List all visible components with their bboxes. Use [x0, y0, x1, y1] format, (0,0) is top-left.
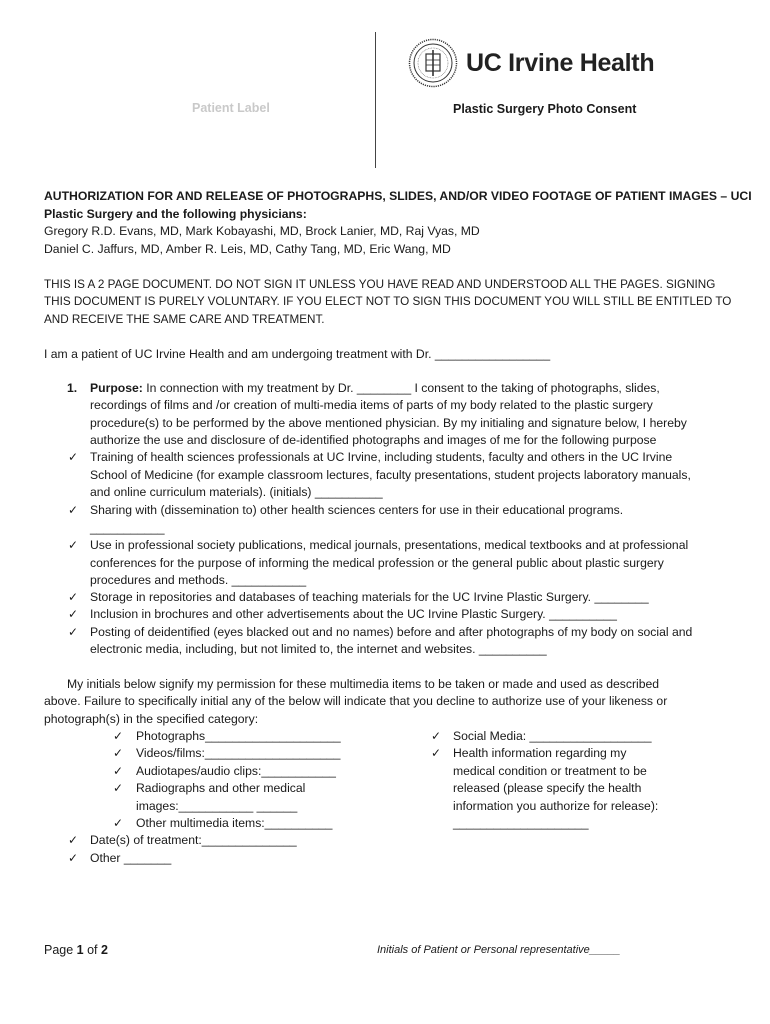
- initials-representative-label: Initials of Patient or Personal representative_____: [377, 944, 621, 956]
- check-icon: ✓: [113, 764, 124, 778]
- check-icon: ✓: [113, 816, 124, 830]
- physicians-line2: Daniel C. Jaffurs, MD, Amber R. Leis, MD, Cathy Tang, MD, Eric Wang, MD: [44, 242, 451, 256]
- page-number: [44, 943, 108, 957]
- header-divider: [375, 32, 376, 168]
- use-storage-line: Storage in repositories and databases of teaching materials for the UC Irvine Plastic Surgery. ________: [90, 590, 649, 604]
- media-videos: Videos/films:____________________: [136, 746, 341, 760]
- use-brochures-line: Inclusion in brochures and other advertisements about the UC Irvine Plastic Surgery. __________: [90, 607, 617, 621]
- check-icon: ✓: [431, 729, 442, 743]
- media-health-line: ____________________: [453, 816, 589, 830]
- form-title: Plastic Surgery Photo Consent: [453, 102, 637, 116]
- media-radiographs-images: images:___________ ______: [136, 799, 298, 813]
- notice-line: THIS IS A 2 PAGE DOCUMENT. DO NOT SIGN IT UNLESS YOU HAVE READ AND UNDERSTOOD ALL THE PAGES. SIGNING: [44, 278, 716, 291]
- use-training-line: and online curriculum materials). (initials) __________: [90, 485, 383, 499]
- media-photographs: Photographs____________________: [136, 729, 341, 743]
- media-radiographs: Radiographs and other medical: [136, 781, 306, 795]
- use-training-line: School of Medicine (for example classroom lectures, faculty presentations, student projects laboratory manuals,: [90, 468, 691, 482]
- purpose-line1-text: In connection with my treatment by Dr. ________ I consent to the taking of photographs, slides,: [142, 381, 660, 395]
- media-health-line: medical condition or treatment to be: [453, 764, 647, 778]
- check-icon: ✓: [68, 538, 79, 552]
- check-icon: ✓: [68, 833, 79, 847]
- purpose-line: recordings of films and /or creation of multi-media items of parts of my body related to the plastic surgery: [90, 398, 653, 412]
- check-icon: ✓: [113, 729, 124, 743]
- purpose-number: 1.: [67, 381, 78, 395]
- media-other-multimedia: Other multimedia items:__________: [136, 816, 333, 830]
- media-health-line: released (please specify the health: [453, 781, 642, 795]
- physicians-line1: Gregory R.D. Evans, MD, Mark Kobayashi, MD, Brock Lanier, MD, Raj Vyas, MD: [44, 224, 480, 238]
- check-icon: ✓: [68, 590, 79, 604]
- check-icon: ✓: [113, 746, 124, 760]
- use-sharing-line: ___________: [90, 521, 165, 535]
- media-social: Social Media: __________________: [453, 729, 652, 743]
- purpose-line1: [90, 380, 660, 397]
- media-other: Other _______: [90, 851, 172, 865]
- check-icon: ✓: [68, 450, 79, 464]
- page-total: 2: [101, 943, 108, 957]
- initials-paragraph-line: above. Failure to specifically initial any of the below will indicate that you decline to authorize use of your likeness or: [44, 694, 668, 708]
- notice-line: THIS DOCUMENT IS PURELY VOLUNTARY. IF YOU ELECT NOT TO SIGN THIS DOCUMENT YOU WILL STILL BE ENTITLED TO: [44, 295, 732, 308]
- use-professional-line: conferences for the purpose of informing the medical profession or the general public about plastic surgery: [90, 556, 664, 570]
- authorization-title-line1: AUTHORIZATION FOR AND RELEASE OF PHOTOGRAPHS, SLIDES, AND/OR VIDEO FOOTAGE OF PATIENT IMAGES – UCI: [44, 189, 752, 203]
- check-icon: ✓: [431, 746, 442, 760]
- initials-paragraph-line: My initials below signify my permission for these multimedia items to be taken or made and used as described: [67, 677, 660, 691]
- media-dates-of-treatment: Date(s) of treatment:______________: [90, 833, 297, 847]
- use-professional-line: Use in professional society publications, medical journals, presentations, medical textbooks and at professional: [90, 538, 689, 552]
- page-word: Page: [44, 943, 77, 957]
- notice-line: AND RECEIVE THE SAME CARE AND TREATMENT.: [44, 313, 325, 326]
- use-posting-line: Posting of deidentified (eyes blacked out and no names) before and after photographs of my body on social and: [90, 625, 693, 639]
- use-training-line: Training of health sciences professionals at UC Irvine, including students, faculty and others in the UC Irvine: [90, 450, 673, 464]
- purpose-label: Purpose:: [90, 381, 143, 395]
- use-professional-line: procedures and methods. ___________: [90, 573, 307, 587]
- university-seal-icon: [408, 38, 458, 88]
- page-current: 1: [76, 943, 84, 957]
- page-of: of: [83, 943, 101, 957]
- check-icon: ✓: [68, 625, 79, 639]
- purpose-line: procedure(s) to be performed by the above mentioned physician. By my initialing and signature below, I hereby: [90, 416, 687, 430]
- check-icon: ✓: [68, 851, 79, 865]
- org-name: UC Irvine Health: [466, 48, 655, 77]
- use-sharing-line: Sharing with (dissemination to) other health sciences centers for use in their educational programs.: [90, 503, 624, 517]
- check-icon: ✓: [68, 503, 79, 517]
- media-health-line: Health information regarding my: [453, 746, 627, 760]
- check-icon: ✓: [113, 781, 124, 795]
- initials-paragraph-line: photograph(s) in the specified category:: [44, 712, 259, 726]
- media-health-line: information you authorize for release):: [453, 799, 659, 813]
- authorization-title-line2: Plastic Surgery and the following physicians:: [44, 207, 307, 221]
- purpose-line: authorize the use and disclosure of de-identified photographs and images of me for the following purpose: [90, 433, 657, 447]
- use-posting-line: electronic media, including, but not limited to, the internet and websites. __________: [90, 642, 547, 656]
- patient-label-placeholder: Patient Label: [192, 101, 270, 115]
- check-icon: ✓: [68, 607, 79, 621]
- media-audiotapes: Audiotapes/audio clips:___________: [136, 764, 336, 778]
- org-logo: [408, 38, 654, 88]
- patient-statement: I am a patient of UC Irvine Health and am undergoing treatment with Dr. _________________: [44, 347, 551, 361]
